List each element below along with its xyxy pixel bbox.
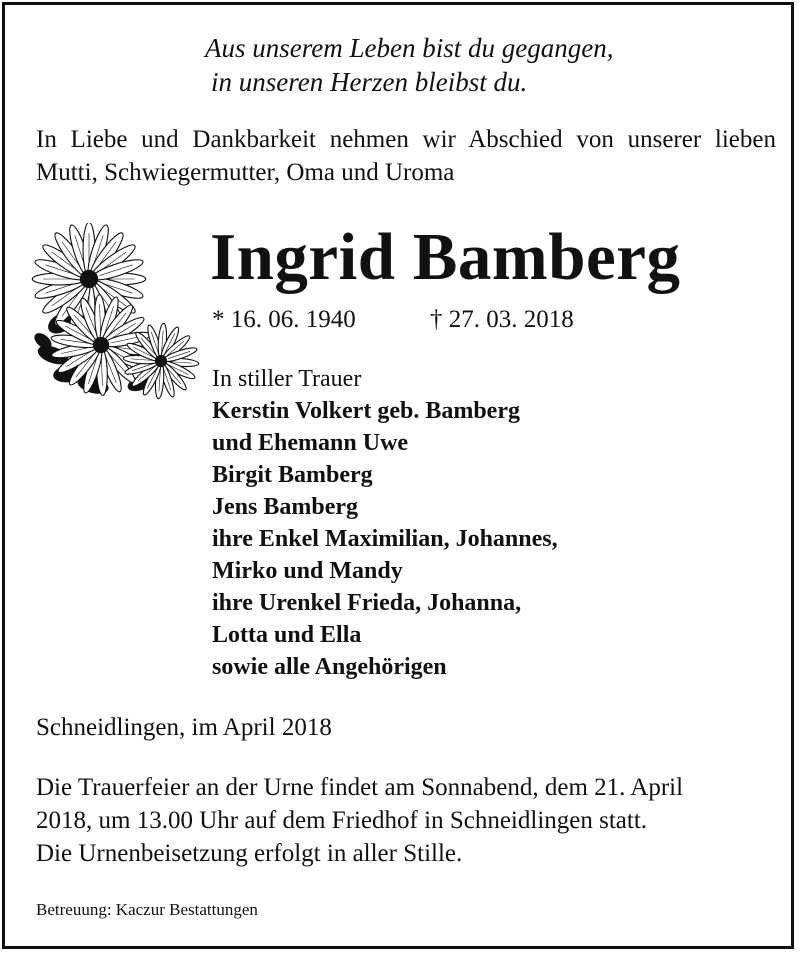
service-line-3: Die Urnenbeisetzung erfolgt in aller Stille. — [36, 840, 463, 867]
service-info — [36, 771, 771, 870]
daisy-flowers-icon — [31, 223, 203, 403]
mourner-line: ihre Enkel Maximilian, Johannes, — [212, 526, 558, 552]
obituary-notice — [2, 2, 794, 949]
mourner-line: Mirko und Mandy — [212, 558, 403, 584]
motto — [205, 31, 613, 99]
motto-line-2: in unseren Herzen bleibst du. — [211, 67, 528, 97]
funeral-home-credit: Betreuung: Kaczur Bestattungen — [36, 900, 258, 919]
mourners-heading: In stiller Trauer — [212, 366, 362, 392]
mourner-line: Lotta und Ella — [212, 622, 362, 648]
birth-date: * 16. 06. 1940 — [212, 306, 356, 333]
mourner-line: Jens Bamberg — [212, 494, 358, 520]
service-line-1: Die Trauerfeier an der Urne findet am Sonnabend, dem 21. April — [36, 774, 684, 801]
mourner-line: Kerstin Volkert geb. Bamberg — [212, 398, 520, 424]
service-line-2: 2018, um 13.00 Uhr auf dem Friedhof in Schneidlingen statt. — [36, 807, 648, 834]
mourner-line: Birgit Bamberg — [212, 462, 373, 488]
mourner-line: und Ehemann Uwe — [212, 430, 409, 456]
deceased-name: Ingrid Bamberg — [210, 220, 681, 294]
mourner-line: ihre Urenkel Frieda, Johanna, — [212, 590, 522, 616]
motto-line-1: Aus unserem Leben bist du gegangen, — [205, 33, 614, 63]
mourners-list — [212, 363, 558, 683]
intro-text: In Liebe und Dankbarkeit nehmen wir Abschied von unserer lieben Mutti, Schwiegermutter, Oma und Uroma — [36, 126, 776, 186]
mourner-line: sowie alle Angehörigen — [212, 654, 447, 680]
death-date: † 27. 03. 2018 — [430, 306, 574, 333]
place-date: Schneidlingen, im April 2018 — [36, 714, 332, 741]
